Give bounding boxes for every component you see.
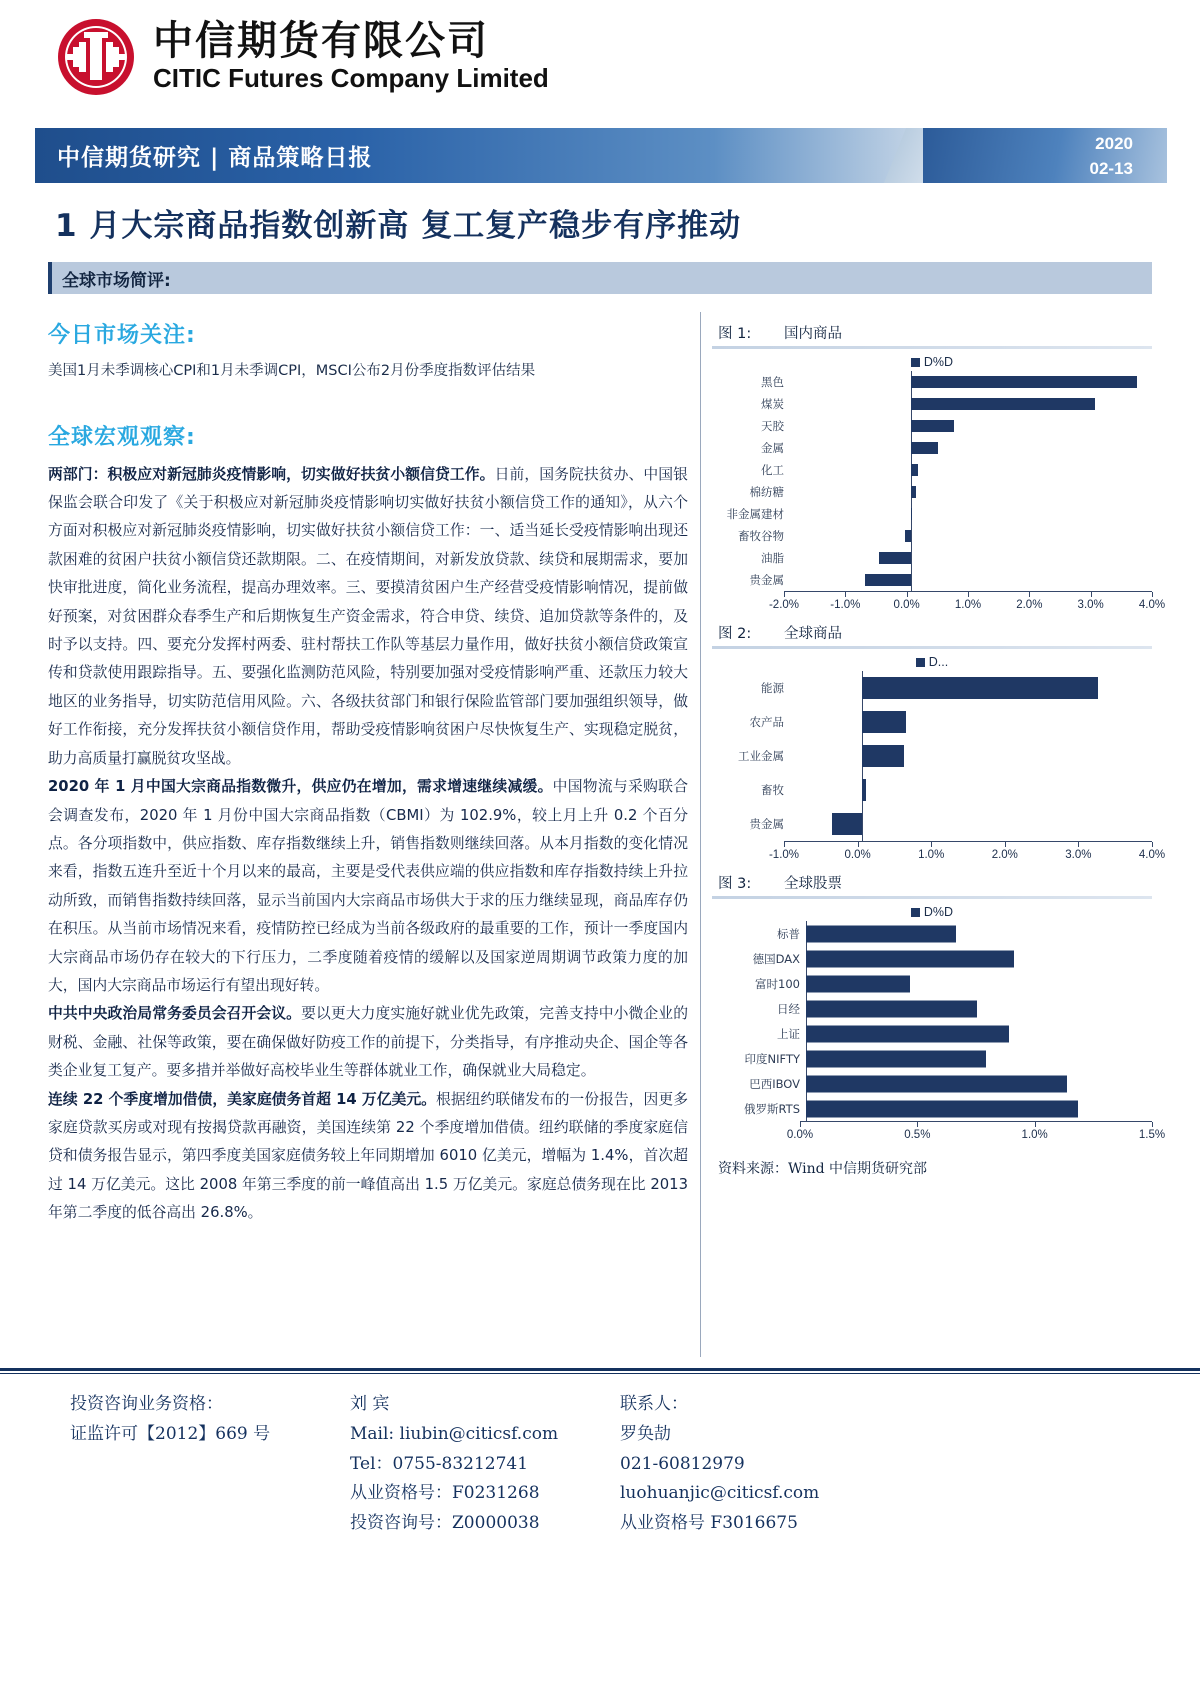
column-divider bbox=[700, 312, 701, 1357]
chart-category-label: 贵金属 bbox=[749, 573, 784, 587]
chart-axis bbox=[712, 591, 1166, 616]
chart-category-label: 标普 bbox=[777, 926, 800, 941]
chart-bar bbox=[806, 925, 956, 942]
chart-axis-tick bbox=[968, 592, 969, 597]
chart-axis-tick bbox=[1091, 592, 1092, 597]
banner-date bbox=[1090, 132, 1133, 181]
figure-1-legend bbox=[712, 351, 1152, 371]
macro-paragraph bbox=[48, 1086, 688, 1228]
chart-row bbox=[712, 459, 1152, 481]
chart-plot-area bbox=[790, 459, 1152, 481]
chart-plot-area bbox=[806, 1071, 1152, 1096]
footer-line: Mail: liubin@citicsf.com bbox=[350, 1423, 559, 1444]
chart-bar bbox=[806, 1025, 1009, 1042]
chart-row bbox=[712, 481, 1152, 503]
figure-2-plot bbox=[712, 671, 1166, 866]
chart-category-label: 畜牧谷物 bbox=[738, 529, 784, 543]
chart-axis-tick-label: -1.0% bbox=[830, 599, 861, 611]
right-charts-column bbox=[712, 320, 1166, 1178]
footer-line: 联系人： bbox=[620, 1394, 688, 1414]
footer-line: 从业资格号：F0231268 bbox=[350, 1483, 540, 1504]
chart-axis-labels bbox=[768, 848, 1166, 866]
chart-axis-tick-label: 2.0% bbox=[991, 849, 1018, 861]
chart-axis-tick bbox=[1152, 1122, 1153, 1127]
macro-paragraph bbox=[48, 1000, 688, 1085]
report-banner bbox=[35, 128, 1167, 183]
chart-plot-area bbox=[790, 569, 1152, 591]
chart-plot-area bbox=[806, 946, 1152, 971]
figure-1-legend-label: D%D bbox=[923, 355, 954, 369]
figure-1-plot bbox=[712, 371, 1166, 616]
macro-paragraph-bold: 两部门：积极应对新冠肺炎疫情影响，切实做好扶贫小额信贷工作。 bbox=[48, 465, 495, 483]
legend-swatch-icon bbox=[911, 908, 920, 917]
chart-axis-tick-label: 0.5% bbox=[904, 1129, 931, 1141]
chart-plot-area bbox=[790, 503, 1152, 525]
chart-bar bbox=[806, 1050, 986, 1067]
chart-category-label: 煤炭 bbox=[761, 397, 784, 411]
figure-2-header bbox=[712, 620, 1152, 646]
footer-line: 罗奂劼 bbox=[620, 1423, 671, 1444]
chart-plot-area bbox=[790, 393, 1152, 415]
macro-paragraph-bold: 2020 年 1 月中国大宗商品指数微升，供应仍在增加，需求增速继续减缓。 bbox=[48, 778, 553, 796]
chart-bar bbox=[911, 464, 918, 476]
footer-line: 投资咨询号：Z0000038 bbox=[350, 1513, 540, 1533]
chart-row bbox=[712, 773, 1152, 807]
chart-row bbox=[712, 437, 1152, 459]
macro-heading: 全球宏观观察: bbox=[48, 424, 196, 450]
macro-paragraph-bold: 中共中央政治局常务委员会召开会议。 bbox=[48, 1005, 302, 1023]
chart-bar bbox=[911, 376, 1137, 388]
footer-line: 021-60812979 bbox=[620, 1453, 745, 1474]
figure-3-legend bbox=[712, 901, 1152, 921]
footer-column-qualification bbox=[70, 1390, 350, 1539]
chart-axis-tick bbox=[1029, 592, 1030, 597]
chart-row bbox=[712, 739, 1152, 773]
chart-plot-area bbox=[790, 773, 1152, 807]
chart-bar bbox=[879, 552, 910, 564]
chart-plot-area bbox=[790, 525, 1152, 547]
chart-category-label: 贵金属 bbox=[749, 817, 784, 831]
chart-plot-area bbox=[790, 437, 1152, 459]
chart-axis-tick-label: 1.0% bbox=[918, 849, 945, 861]
chart-category-label: 德国DAX bbox=[752, 951, 800, 966]
chart-plot-area bbox=[806, 1096, 1152, 1121]
figure-3-plot bbox=[712, 921, 1166, 1146]
chart-category-label: 农产品 bbox=[749, 715, 784, 729]
footer-line: 刘 宾 bbox=[350, 1394, 390, 1414]
chart-zero-line bbox=[911, 547, 912, 569]
chart-axis-tick bbox=[784, 592, 785, 597]
footer-line: 证监许可【2012】669 号 bbox=[70, 1423, 271, 1444]
macro-paragraph bbox=[48, 773, 688, 1000]
chart-row bbox=[712, 547, 1152, 569]
chart-plot-area bbox=[790, 371, 1152, 393]
chart-category-label: 非金属建材 bbox=[726, 507, 784, 521]
chart-bars bbox=[712, 921, 1152, 1121]
page-title: 1 月大宗商品指数创新高 复工复产稳步有序推动 bbox=[55, 208, 742, 244]
chart-plot-area bbox=[806, 921, 1152, 946]
figure-1 bbox=[712, 320, 1166, 616]
figure-3-number: 图 3: bbox=[718, 876, 752, 892]
chart-row bbox=[712, 569, 1152, 591]
company-name-en: CITIC Futures Company Limited bbox=[153, 63, 549, 94]
section-bar-global-market bbox=[48, 262, 1152, 294]
chart-row bbox=[712, 971, 1152, 996]
chart-category-label: 黑色 bbox=[761, 375, 784, 389]
figure-1-title: 国内商品 bbox=[784, 326, 842, 342]
chart-category-label: 上证 bbox=[777, 1026, 800, 1041]
macro-paragraph bbox=[48, 461, 688, 773]
chart-bar bbox=[862, 745, 904, 767]
chart-axis-tick bbox=[907, 592, 908, 597]
chart-plot-area bbox=[790, 415, 1152, 437]
chart-axis bbox=[712, 841, 1166, 866]
chart-row bbox=[712, 807, 1152, 841]
chart-axis-tick bbox=[858, 842, 859, 847]
today-focus-text: 美国1月未季调核心CPI和1月未季调CPI，MSCI公布2月份季度指数评估结果 bbox=[48, 363, 536, 379]
chart-bar bbox=[806, 1075, 1067, 1092]
chart-axis-tick-label: 3.0% bbox=[1077, 599, 1104, 611]
chart-row bbox=[712, 1071, 1152, 1096]
figure-3-title: 全球股票 bbox=[784, 876, 842, 892]
chart-zero-line bbox=[911, 569, 912, 591]
chart-axis-tick bbox=[845, 592, 846, 597]
company-name-cn: 中信期货有限公司 bbox=[153, 18, 489, 65]
banner-date-year: 2020 bbox=[1095, 134, 1133, 153]
chart-bar bbox=[862, 711, 905, 733]
chart-category-label: 日经 bbox=[777, 1001, 800, 1016]
chart-bar bbox=[911, 398, 1095, 410]
chart-category-label: 工业金属 bbox=[738, 749, 784, 763]
chart-category-label: 巴西IBOV bbox=[749, 1076, 800, 1091]
chart-plot-area bbox=[790, 807, 1152, 841]
chart-zero-line bbox=[862, 807, 863, 841]
chart-bar bbox=[862, 677, 1097, 699]
chart-row bbox=[712, 393, 1152, 415]
chart-axis-tick bbox=[917, 1122, 918, 1127]
figure-3-header bbox=[712, 870, 1152, 896]
legend-swatch-icon bbox=[911, 358, 920, 367]
banner-title: 中信期货研究 | 商品策略日报 bbox=[57, 145, 373, 171]
chart-plot-area bbox=[806, 1046, 1152, 1071]
section-bar-accent bbox=[48, 262, 52, 294]
chart-bar bbox=[806, 1100, 1078, 1117]
chart-category-label: 印度NIFTY bbox=[744, 1051, 800, 1066]
chart-axis-tick-label: 2.0% bbox=[1016, 599, 1043, 611]
chart-axis-tick bbox=[800, 1122, 801, 1127]
chart-bar bbox=[905, 530, 911, 542]
chart-category-label: 化工 bbox=[761, 463, 784, 477]
chart-bar bbox=[806, 1000, 977, 1017]
macro-paragraph-text: 要以更大力度实施好就业优先政策，完善支持中小微企业的财税、金融、社保等政策，要在确保做好防疫工作的前提下，分类指导，有序推动央企、国企等各类企业复工复产。要多措并举做好高校毕业生等群体就业工作，确保就业大局稳定。 bbox=[48, 1005, 688, 1080]
footer-line: 从业资格号 F3016675 bbox=[620, 1513, 798, 1533]
citic-logo-icon bbox=[55, 16, 137, 98]
chart-row bbox=[712, 1046, 1152, 1071]
chart-plot-area bbox=[806, 1021, 1152, 1046]
chart-axis-tick-label: 1.0% bbox=[1021, 1129, 1048, 1141]
chart-axis-body bbox=[768, 591, 1166, 616]
chart-bar bbox=[911, 486, 916, 498]
chart-plot-area bbox=[806, 996, 1152, 1021]
footer-line: 投资咨询业务资格： bbox=[70, 1394, 223, 1414]
chart-bar bbox=[862, 779, 866, 801]
chart-axis-tick bbox=[1152, 842, 1153, 847]
figure-2-legend bbox=[712, 651, 1152, 671]
chart-category-label: 金属 bbox=[761, 441, 784, 455]
chart-category-label: 畜牧 bbox=[761, 783, 784, 797]
chart-row bbox=[712, 705, 1152, 739]
chart-row bbox=[712, 503, 1152, 525]
figure-3-legend-label: D%D bbox=[923, 905, 954, 919]
company-logo bbox=[55, 16, 549, 98]
chart-plot-area bbox=[790, 671, 1152, 705]
figure-2-title: 全球商品 bbox=[784, 626, 842, 642]
chart-axis-body bbox=[786, 1121, 1166, 1146]
chart-row bbox=[712, 415, 1152, 437]
chart-axis-tick-label: 1.5% bbox=[1138, 1129, 1166, 1141]
chart-bar bbox=[806, 975, 910, 992]
figure-2 bbox=[712, 620, 1166, 866]
chart-plot-area bbox=[806, 971, 1152, 996]
chart-axis-tick-label: -1.0% bbox=[768, 849, 800, 861]
chart-row bbox=[712, 946, 1152, 971]
chart-axis-tick bbox=[931, 842, 932, 847]
chart-axis-labels bbox=[786, 1128, 1166, 1146]
macro-paragraph-text: 日前，国务院扶贫办、中国银保监会联合印发了《关于积极应对新冠肺炎疫情影响切实做好扶贫小额信贷工作的通知》，从六个方面对积极应对新冠肺炎疫情影响，切实做好扶贫小额信贷工作：一、适当延长受疫情影响出现还款困难的贫困户扶贫小额信贷还款期限。二、在疫情期间，对新发放贷款、续贷和展期需求，要加快审批进度，简化业务流程，提高办理效率。三、要摸清贫困户生产经营受疫情影响情况，提前做好预案，对贫困群众春季生产和后期恢复生产资金需求，符合申贷、续贷、追加贷款等条件的，及时予以支持。四、要充分发挥村两委、驻村帮扶工作队等基层力量作用，做好扶贫小额信贷政策宣传和贷款使用跟踪指导。五、要强化监测防范风险，特别要加强对受疫情影响严重、还款压力较大地区的业务指导，切实防范信用风险。六、各级扶贫部门和银行保险监管部门要加强组织领导，做好工作衔接，充分发挥扶贫小额信贷作用，帮助受疫情影响贫困户尽快恢复生产、实现稳定脱贫，助力高质量打赢脱贫攻坚战。 bbox=[48, 465, 688, 767]
chart-row bbox=[712, 371, 1152, 393]
chart-axis-tick-label: 1.0% bbox=[954, 599, 982, 611]
chart-axis-tick bbox=[1078, 842, 1079, 847]
chart-bar bbox=[806, 950, 1014, 967]
chart-axis bbox=[712, 1121, 1166, 1146]
chart-axis-tick-label: 4.0% bbox=[1138, 849, 1166, 861]
macro-paragraph-bold: 连续 22 个季度增加借债，美家庭债务首超 14 万亿美元。 bbox=[48, 1090, 437, 1108]
left-content-column bbox=[48, 312, 688, 1228]
chart-axis-tick bbox=[1035, 1122, 1036, 1127]
macro-paragraph-text: 根据纽约联储发布的一份报告，因更多家庭贷款买房或对现有按揭贷款再融资，美国连续第 22 个季度增加借债。纽约联储的季度家庭信贷和债务报告显示，第四季度美国家庭债务较上年同期增加 6010 亿美元，增幅为 1.4%，首次超过 14 万亿美元。这比 2008 年第三季度的前一峰值高出 1.5 万亿美元。家庭总债务现在比 2013 年第二季度的低谷高出 26.8%。 bbox=[48, 1090, 688, 1222]
footer-rule-thick bbox=[0, 1368, 1200, 1371]
figure-2-rule bbox=[712, 646, 1152, 649]
chart-category-label: 富时100 bbox=[755, 976, 800, 991]
figures-source: 资料来源：Wind 中信期货研究部 bbox=[718, 1161, 928, 1177]
figure-3-rule bbox=[712, 896, 1152, 899]
chart-row bbox=[712, 996, 1152, 1021]
today-focus-heading: 今日市场关注: bbox=[48, 323, 196, 348]
figure-3 bbox=[712, 870, 1166, 1146]
chart-axis-tick-label: 3.0% bbox=[1065, 849, 1092, 861]
banner-date-day: 02-13 bbox=[1089, 158, 1133, 178]
chart-axis-tick bbox=[1152, 592, 1153, 597]
chart-axis-tick-label: 0.0% bbox=[893, 599, 920, 611]
footer-line: luohuanjic@citicsf.com bbox=[620, 1483, 820, 1504]
chart-category-label: 俄罗斯RTS bbox=[744, 1101, 800, 1116]
chart-zero-line bbox=[911, 525, 912, 547]
figure-2-legend-label: D... bbox=[928, 655, 949, 669]
chart-row bbox=[712, 921, 1152, 946]
chart-plot-area bbox=[790, 547, 1152, 569]
chart-bar bbox=[911, 508, 912, 520]
macro-paragraph-text: 中国物流与采购联合会调查发布，2020 年 1 月份中国大宗商品指数（CBMI）为 102.9%，较上月上升 0.2 个百分点。各分项指数中，供应指数、库存指数继续上升，销售指数则继续回落。从本月指数的变化情况来看，指数五连升至近十个月以来的最高，主要是受代表供应端的供应指数和库存指数持续上升拉动所致，而销售指数持续回落，显示当前国内大宗商品市场供大于求的压力继续显现，商品库存仍在积压。从当前市场情况来看，疫情防控已经成为当前各级政府的最重要的工作，预计一季度国内大宗商品市场仍存在较大的下行压力，二季度随着疫情的缓解以及国家逆周期调节政策力度的加大，国内大宗商品市场运行有望出现好转。 bbox=[48, 778, 688, 994]
chart-row bbox=[712, 525, 1152, 547]
footer-column-author bbox=[350, 1390, 620, 1539]
figure-1-rule bbox=[712, 346, 1152, 349]
chart-category-label: 天胶 bbox=[761, 419, 784, 433]
chart-category-label: 油脂 bbox=[761, 551, 784, 565]
chart-plot-area bbox=[790, 739, 1152, 773]
chart-bars bbox=[712, 371, 1152, 591]
chart-plot-area bbox=[790, 705, 1152, 739]
footer-line: Tel：0755-83212741 bbox=[350, 1453, 529, 1474]
chart-category-label: 能源 bbox=[761, 681, 784, 695]
chart-category-label: 棉纺糖 bbox=[749, 485, 784, 499]
chart-plot-area bbox=[790, 481, 1152, 503]
footer-rule-thin bbox=[0, 1373, 1200, 1374]
chart-bar bbox=[911, 420, 954, 432]
chart-axis-labels bbox=[768, 598, 1166, 616]
legend-swatch-icon bbox=[916, 658, 925, 667]
section-bar-label: 全球市场简评: bbox=[62, 270, 171, 291]
chart-axis-tick-label: 4.0% bbox=[1138, 599, 1166, 611]
chart-axis-tick-label: 0.0% bbox=[786, 1129, 814, 1141]
chart-axis-tick-label: -2.0% bbox=[768, 599, 800, 611]
chart-axis-body bbox=[768, 841, 1166, 866]
chart-row bbox=[712, 1021, 1152, 1046]
chart-axis-tick-label: 0.0% bbox=[844, 849, 871, 861]
chart-bar bbox=[832, 813, 862, 835]
figure-2-number: 图 2: bbox=[718, 626, 752, 642]
chart-bar bbox=[865, 574, 910, 586]
footer-column-contact bbox=[620, 1390, 1020, 1539]
chart-row bbox=[712, 671, 1152, 705]
chart-row bbox=[712, 1096, 1152, 1121]
chart-axis-tick bbox=[1005, 842, 1006, 847]
figure-1-header bbox=[712, 320, 1152, 346]
chart-bar bbox=[911, 442, 938, 454]
chart-axis-tick bbox=[784, 842, 785, 847]
figure-1-number: 图 1: bbox=[718, 326, 752, 342]
footer bbox=[0, 1390, 1200, 1539]
chart-bars bbox=[712, 671, 1152, 841]
